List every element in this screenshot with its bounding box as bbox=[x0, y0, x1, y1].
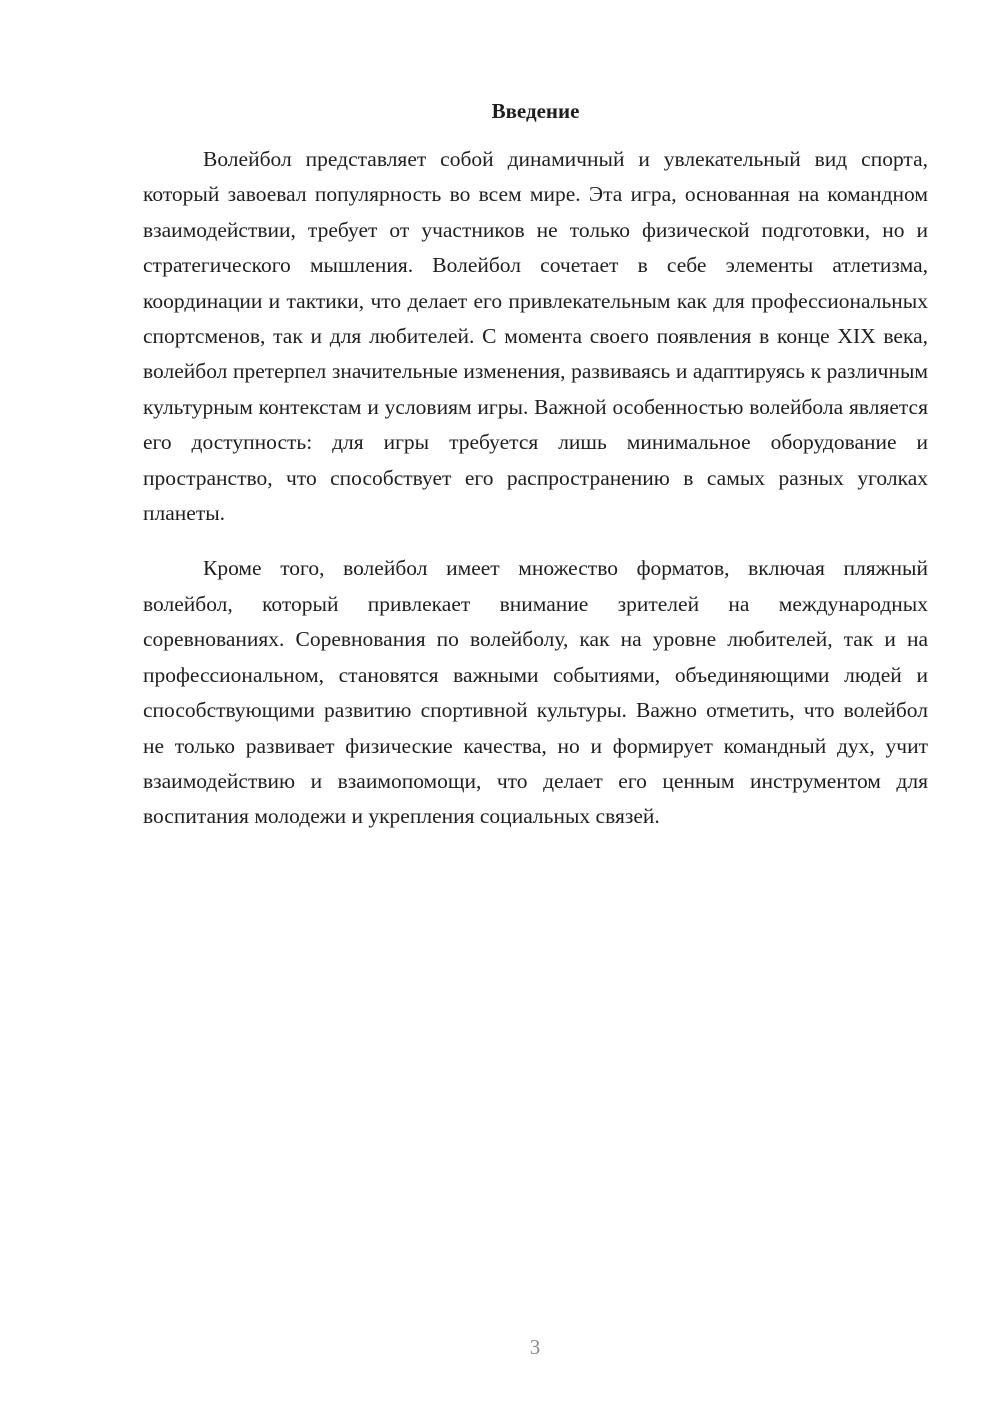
paragraph-2: Кроме того, волейбол имеет множество форматов, включая пляжный волейбол, который привлекает внимание зрителей на международных соревнованиях. Соревнования по волейболу, как на уровне любителей, так и на профессиональном, становятся важными событиями, объединяющими людей и способствующими развитию спортивной культуры. Важно отметить, что волейбол не только развивает физические качества, но и формирует командный дух, учит взаимодействию и взаимопомощи, что делает его ценным инструментом для воспитания молодежи и укрепления социальных связей. bbox=[143, 556, 928, 829]
page-number: 3 bbox=[529, 1335, 541, 1359]
paragraph-1: Волейбол представляет собой динамичный и увлекательный вид спорта, который завоевал популярность во всем мире. Эта игра, основанная на командном взаимодействии, требует от участников не только физической подготовки, но и стратегического мышления. Волейбол сочетает в себе элементы атлетизма, координации и тактики, что делает его привлекательным как для профессиональных спортсменов, так и для любителей. С момента своего появления в конце XIX века, волейбол претерпел значительные изменения, развиваясь и адаптируясь к различным культурным контекстам и условиям игры. Важной особенностью волейбола является его доступность: для игры требуется лишь минимальное оборудование и пространство, что способствует его распространению в самых разных уголках планеты. bbox=[143, 147, 928, 526]
section-heading: Введение bbox=[491, 99, 580, 123]
body-text bbox=[143, 142, 928, 835]
